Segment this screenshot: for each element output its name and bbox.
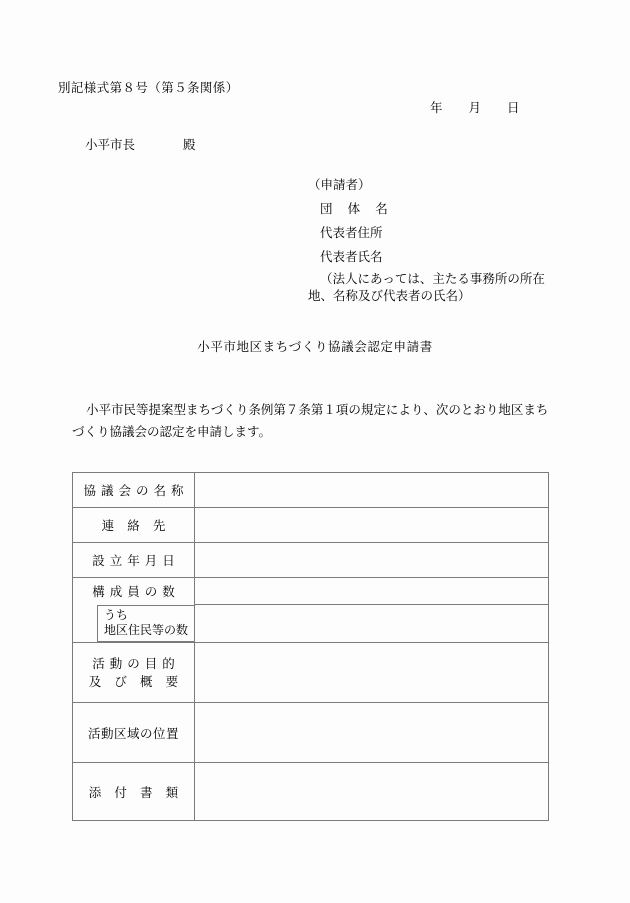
row-label-association-name [73,473,195,508]
label-text-line1: うち [104,607,129,622]
addressee-honorific: 殿 [183,138,196,152]
date-day-label: 日 [507,101,520,115]
applicant-note: （法人にあっては、主たる事務所の所在地、名称及び代表者の氏名） [308,272,545,303]
label-text: 連 絡 先 [101,519,171,533]
body-paragraph: 小平市民等提案型まちづくり条例第７条第１項の規定により、次のとおり地区まちづくり協議会の認定を申請します。 [72,403,549,439]
label-text: 添 付 書 類 [88,785,184,800]
row-label-purpose [73,643,195,703]
application-table [72,472,549,821]
organization-name-label: 団 体 名 [320,202,394,216]
table-row [73,473,549,508]
addressee [85,135,196,153]
label-text: 活動区域の位置 [87,726,179,741]
label-text: 協議会の名称 [83,484,189,498]
table-row [73,543,549,578]
page-title: 小平市地区まちづくり協議会認定申請書 [197,340,433,354]
applicant-lead: （申請者） [308,178,371,192]
label-text-line2: 及 び 概 要 [88,674,184,689]
label-text: 構成員の数 [92,585,180,600]
row-value-attachments[interactable] [195,763,549,821]
row-label-establishment-date [73,543,195,578]
row-label-activity-area [73,703,195,763]
table-row [73,763,549,821]
addressee-name: 小平市長 [85,138,136,152]
table-row [73,578,549,605]
row-label-contact [73,508,195,543]
label-text-line2: 地区住民等の数 [104,622,189,637]
date-month-label: 月 [468,101,482,115]
form-number: 別記様式第８号（第５条関係） [58,81,239,95]
representative-name-label: 代表者氏名 [320,250,383,264]
sub-label-box [97,605,195,642]
row-value-local-resident-count[interactable] [195,605,549,643]
table-row [73,703,549,763]
row-value-association-name[interactable] [195,473,549,508]
row-value-activity-area[interactable] [195,703,549,763]
row-label-member-count [73,578,195,605]
row-value-establishment-date[interactable] [195,543,549,578]
row-label-local-resident-count [73,605,195,643]
table-row [73,643,549,703]
representative-address-label: 代表者住所 [320,226,383,240]
label-text-line1: 活動の目的 [92,656,180,671]
label-text: 設立年月日 [92,554,180,568]
date-line [430,98,520,116]
applicant-block [308,173,546,305]
row-value-purpose[interactable] [195,643,549,703]
table-row [73,508,549,543]
row-label-attachments [73,763,195,821]
date-year-label: 年 [430,101,443,115]
table-row [73,605,549,643]
row-value-member-count[interactable] [195,578,549,605]
row-value-contact[interactable] [195,508,549,543]
